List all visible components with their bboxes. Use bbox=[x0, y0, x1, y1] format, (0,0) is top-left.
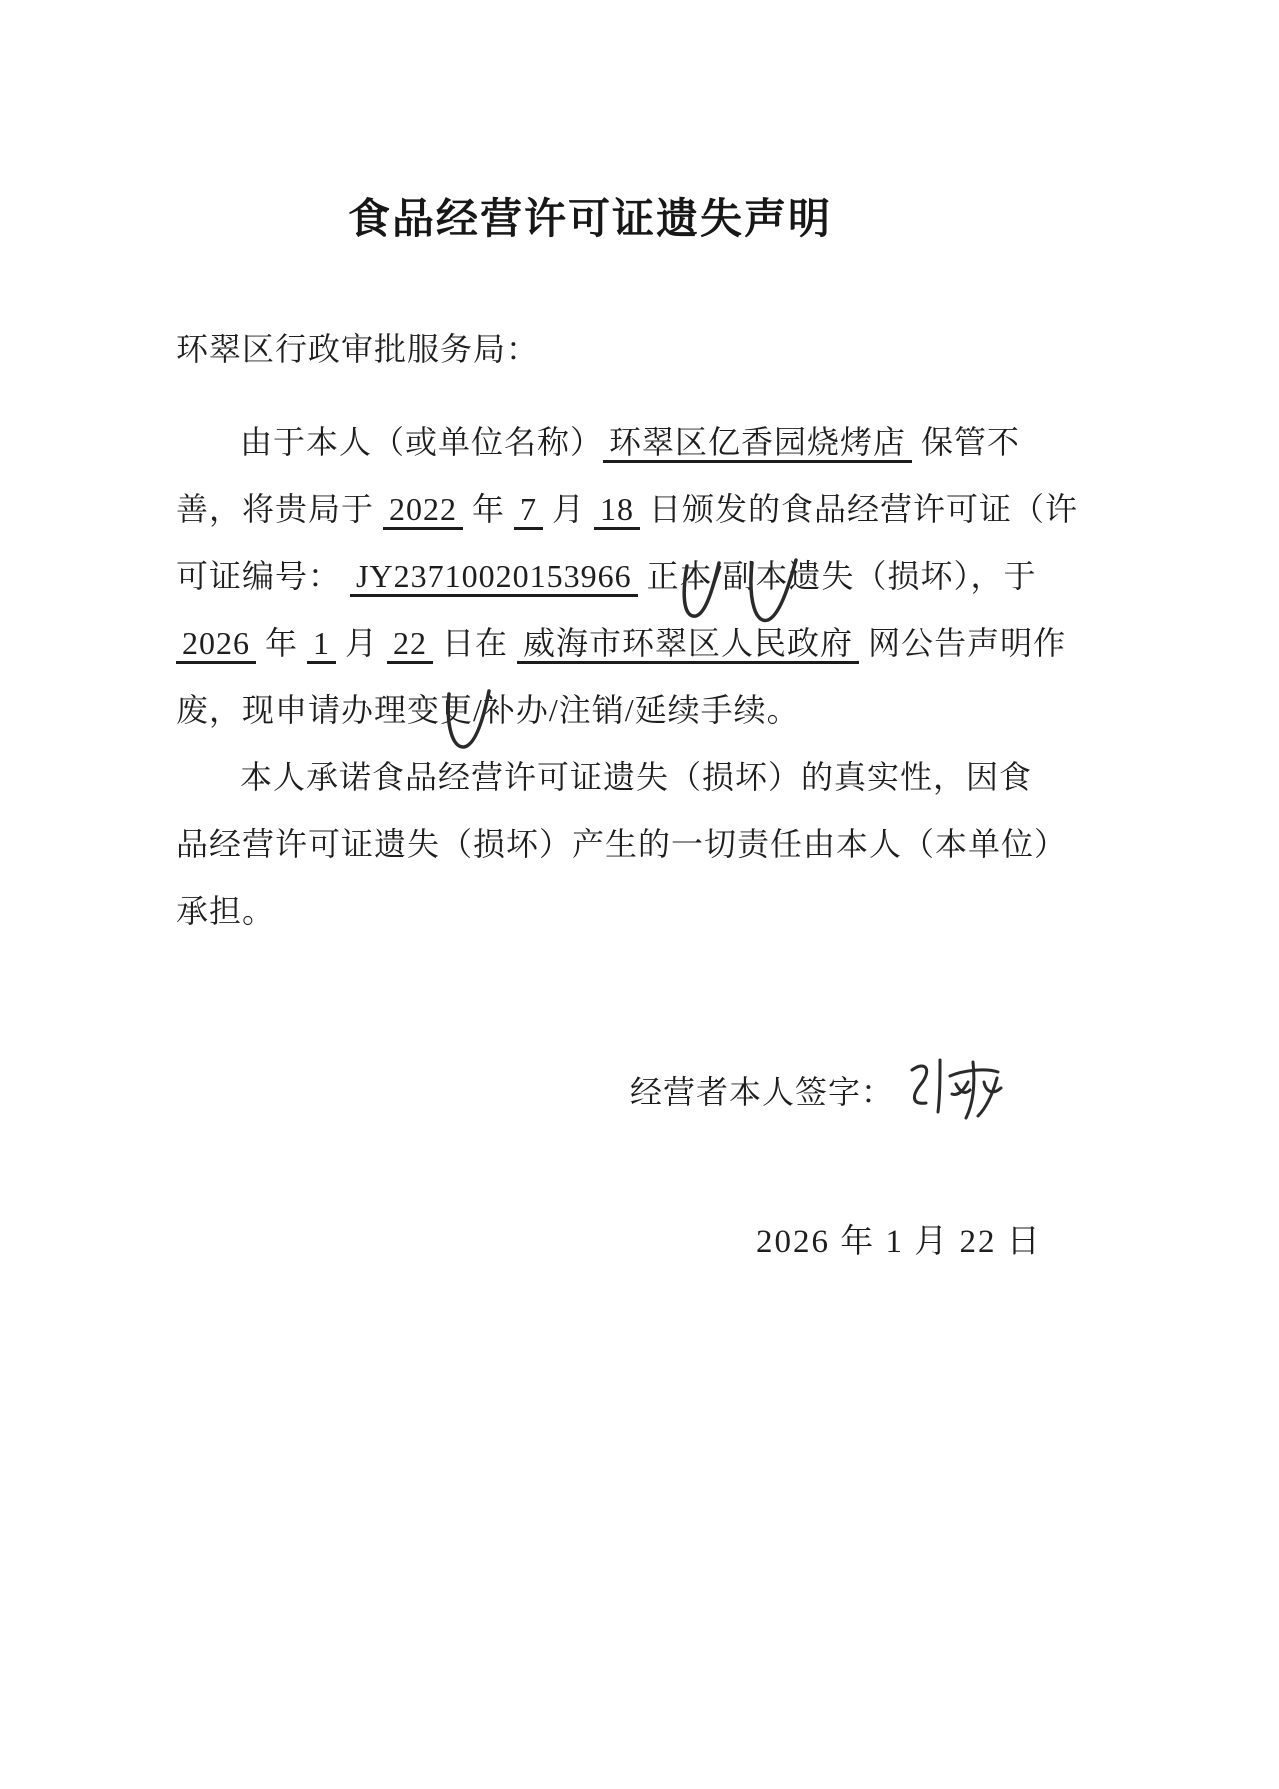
blank-loss-month: 1 bbox=[307, 625, 336, 664]
p1-l4-text-b: 年 bbox=[256, 625, 308, 661]
p1-l2-text-a: 善，将贵局于 bbox=[176, 491, 384, 527]
blank-license-number: JY23710020153966 bbox=[350, 558, 638, 597]
signature-stroke-8 bbox=[978, 1078, 997, 1116]
p1-l1-text-a: 由于本人（或单位名称） bbox=[240, 424, 604, 460]
p1-line5 bbox=[176, 677, 1126, 744]
p2-line1: 本人承诺食品经营许可证遗失（损坏）的真实性，因食 bbox=[240, 759, 1033, 795]
p1-l2-text-c: 年 bbox=[463, 491, 515, 527]
p1-line2 bbox=[176, 476, 1126, 543]
blank-loss-day: 22 bbox=[387, 625, 433, 664]
signature-label: 经营者本人签字： bbox=[630, 1074, 895, 1110]
p1-l2-text-g: 日颁发的食品经营许可证（许 bbox=[640, 491, 1079, 527]
blank-issue-year: 2022 bbox=[383, 491, 463, 530]
blank-gov-website: 威海市环翠区人民政府 bbox=[517, 625, 859, 664]
paragraph-2 bbox=[176, 744, 1126, 945]
date-line: 2026 年 1 月 22 日 bbox=[756, 1224, 1042, 1260]
signature-stroke-1 bbox=[912, 1066, 927, 1103]
p1-l4-text-h: 网公告声明作 bbox=[859, 625, 1067, 661]
p2-line2: 品经营许可证遗失（损坏）产生的一切责任由本人（本单位） bbox=[176, 826, 1068, 862]
p1-line4 bbox=[176, 610, 1126, 677]
signature-row bbox=[630, 1052, 1010, 1132]
blank-issue-day: 18 bbox=[594, 491, 640, 530]
p1-line3 bbox=[176, 543, 1126, 610]
blank-operator-name: 环翠区亿香园烧烤店 bbox=[603, 424, 912, 463]
blank-loss-year: 2026 bbox=[176, 625, 256, 664]
salutation: 环翠区行政审批服务局： bbox=[176, 331, 540, 367]
p2-line3: 承担。 bbox=[176, 893, 276, 929]
p1-l3-text-a: 可证编号： bbox=[176, 558, 351, 594]
p1-l3-text-c: 正本/副本遗失（损坏），于 bbox=[637, 558, 1037, 594]
blank-issue-month: 7 bbox=[514, 491, 543, 530]
handwritten-signature bbox=[900, 1050, 1010, 1130]
document-body bbox=[176, 316, 1126, 945]
p1-l4-text-f: 日在 bbox=[433, 625, 518, 661]
p1-line1 bbox=[176, 409, 1126, 476]
p1-l2-text-e: 月 bbox=[543, 491, 595, 527]
signature-stroke-2 bbox=[938, 1060, 940, 1112]
p1-l4-text-d: 月 bbox=[336, 625, 388, 661]
paragraph-1 bbox=[176, 409, 1126, 744]
p1-l1-text-c: 保管不 bbox=[912, 424, 1021, 460]
p1-l5-text-a: 废，现申请办理变更/补办/注销/延续手续。 bbox=[176, 692, 800, 728]
document-title: 食品经营许可证遗失声明 bbox=[347, 197, 832, 243]
